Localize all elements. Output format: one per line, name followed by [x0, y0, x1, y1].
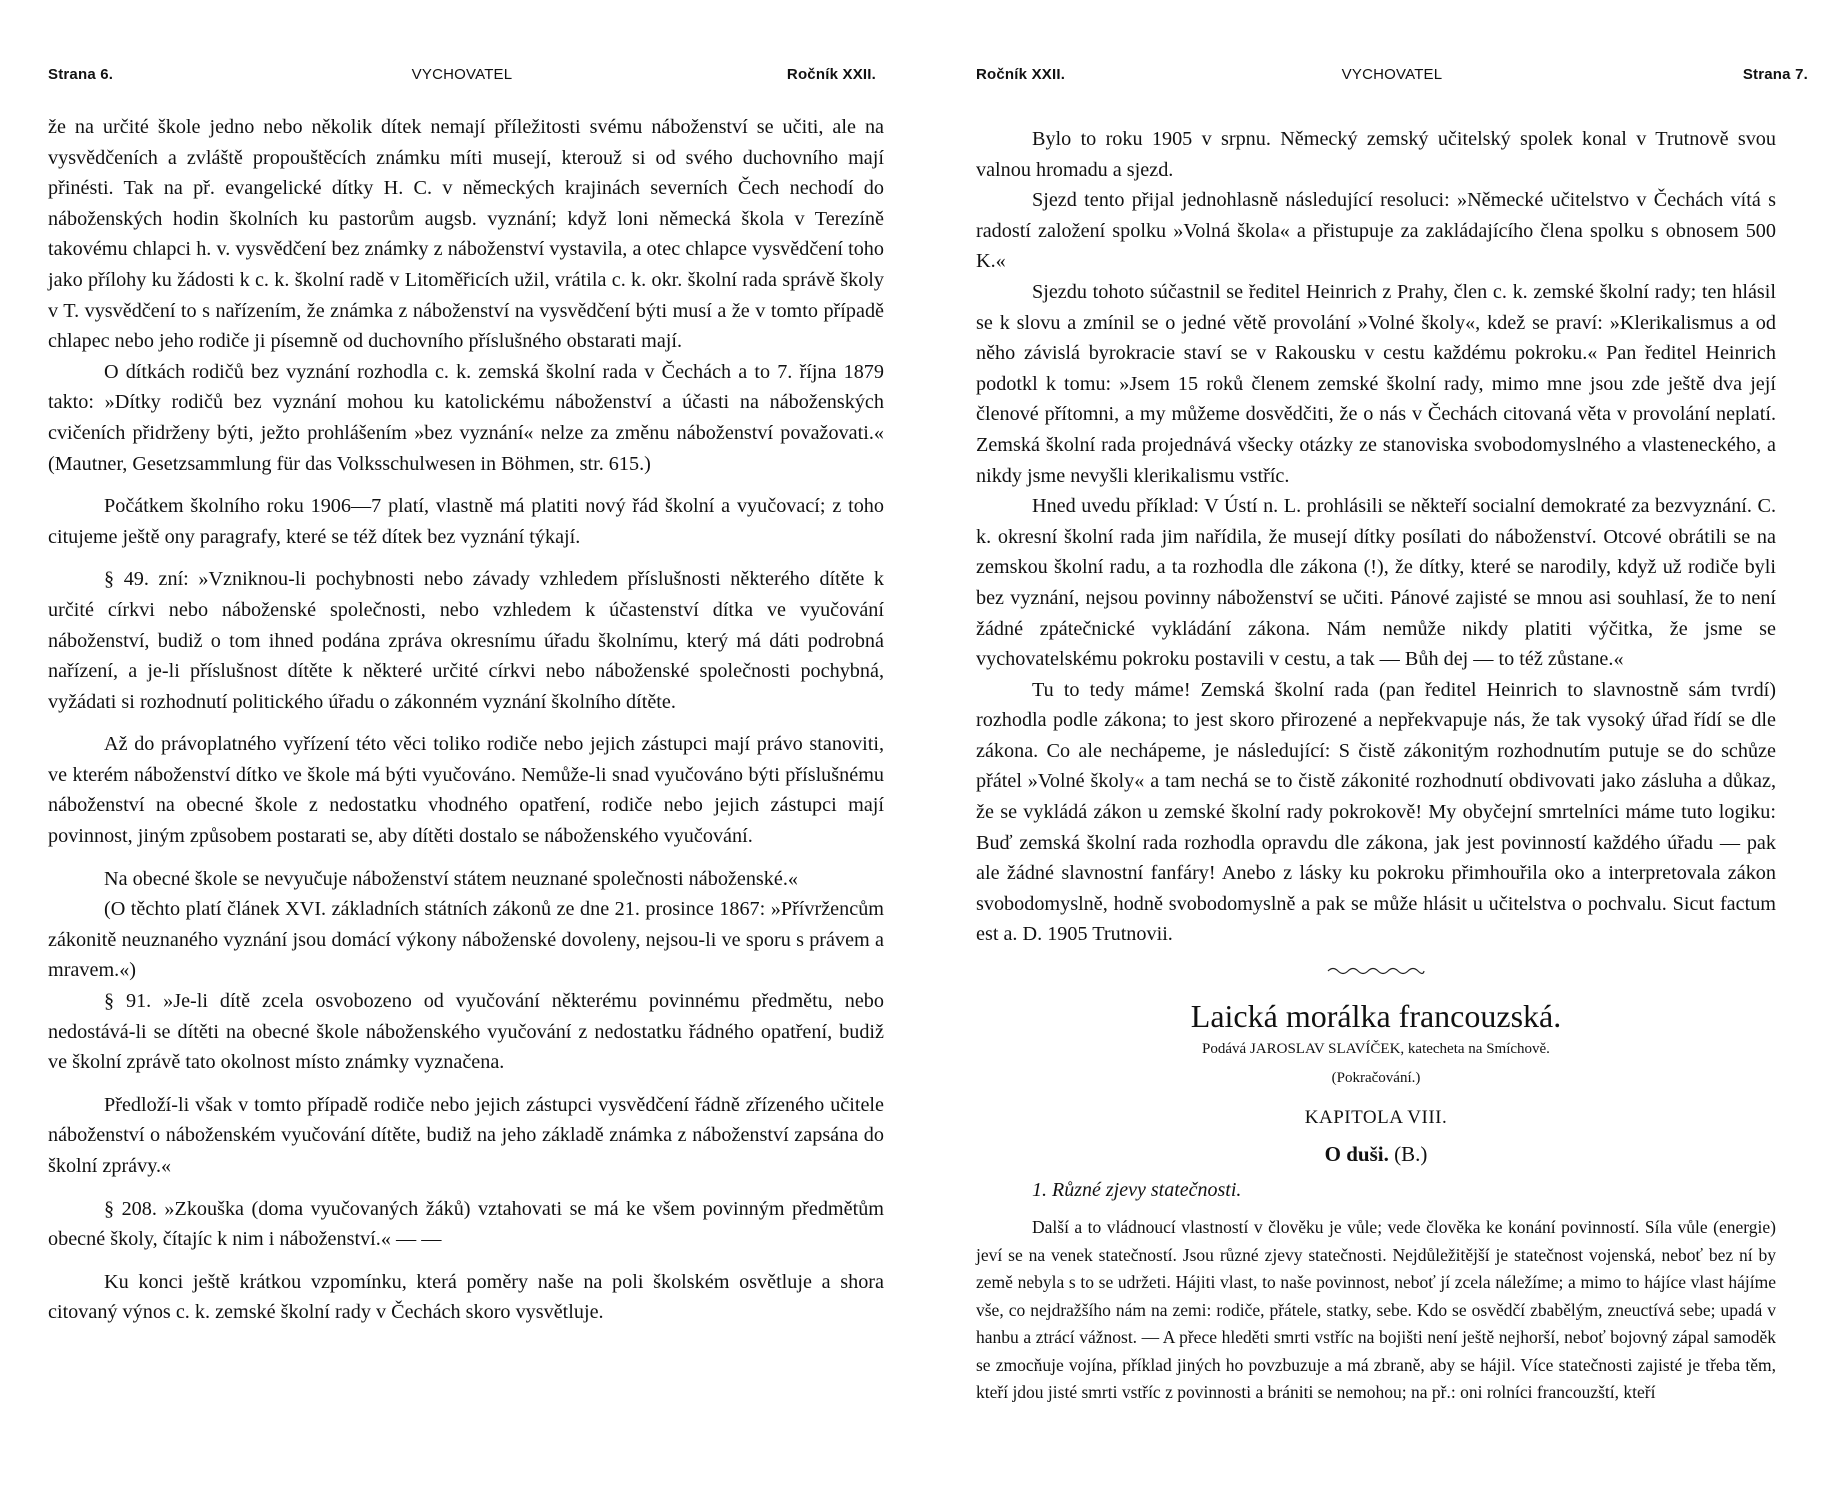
- left-paragraph: Na obecné škole se nevyučuje náboženství státem neuznané společnosti náboženské.«: [104, 867, 798, 890]
- left-paragraph: Až do právoplatného vyřízení této věci toliko rodiče nebo jejich zástupci mají právo stanoviti, ve kterém náboženství dítko ve škole má býti vyučováno. Nemůže-li snad vyučováno býti příslušnému náboženství na obecné škole z nedostatku vhodného opatření, rodiče nebo jejich zástupci mají povinnost, jiným způsobem postarati se, aby dítěti dostalo se náboženského vyučování.: [48, 733, 884, 848]
- right-page: [924, 0, 1848, 1500]
- right-running-header: [976, 66, 1808, 90]
- article-continued: (Pokračování.): [1331, 1070, 1421, 1087]
- left-journal-title: VYCHOVATEL: [411, 66, 513, 83]
- right-paragraph: Hned uvedu příklad: V Ústí n. L. prohlásili se někteří socialní demokraté za bezvyznání. C. k. okresní školní rada jim nařídila, že musejí dítky posílati do náboženství. Otcové obrátili se na zemskou školní radu, a ta rozhodla dle zákona (!), že dítky, které se narodily, když už rodiče byli bez vyznání, nejsou povinny náboženství se učiti. Pánové zajisté se mnou asi souhlasí, že to není žádné zpátečnické vykládání zákona. Nám nemůže nikdy platiti výčitka, že jsme se vychovatelskému pokroku postavili v cestu, a tak — Bůh dej — to též zůstane.«: [976, 495, 1776, 671]
- left-text-column: [48, 112, 884, 1328]
- right-journal-title: VYCHOVATEL: [1341, 66, 1443, 83]
- article-body: Další a to vládnoucí vlastností v člověku je vůle; vede člověka ke konání povinností. Síla vůle (energie) jeví se na venek statečností. Jsou různé zjevy statečnosti. Nejdůležitější je statečnost vojenská, neboť bez ní by země nebyla s to se udržeti. Hájiti vlast, to naše povinnost, neboť jí zcela náležíme; a mimo to hájíce vlast hájíme vše, co nejdražšího nám na zemi: rodiče, přátele, statky, sebe. Kdo se osvědčí zbabělým, zneuctívá sebe; upadá v hanbu a ztrácí vážnost. — A přece hleděti smrti vstříc na bojišti není ještě nejhorší, neboť bojovný zápal samoděk se zmocňuje vojína, příklad jiných ho povzbuzuje a má zbraně, aby se hájil. Více statečnosti zajisté je třeba těm, kteří jdou jisté smrti vstříc z povinnosti a brániti se nemohou; na př.: oni rolníci francouzští, kteří: [976, 1217, 1776, 1403]
- left-paragraph: Předloží-li však v tomto případě rodiče nebo jejich zástupci vysvědčení řádně zřízeného učitele náboženství o náboženském vyučování dítěte, budiž na jeho základě známka z náboženství zapsána do školní zprávy.«: [48, 1093, 884, 1177]
- right-volume: Ročník XXII.: [976, 66, 1066, 83]
- section-part: (B.): [1394, 1142, 1428, 1167]
- left-paragraph: Ku konci ještě krátkou vzpomínku, která poměry naše na poli školském osvětluje a shora citovaný výnos c. k. zemské školní rady v Čechách skoro vysvětluje.: [48, 1270, 884, 1324]
- section-heading: [976, 1136, 1776, 1172]
- right-paragraph: Tu to tedy máme! Zemská školní rada (pan ředitel Heinrich to slavnostně sám tvrdí) rozhodla podle zákona; to jest skoro přirozené a nepřekvapuje nás, že tak vysoký úřad řídí se dle zákona. Co ale nechápeme, je následující: S čistě zákonitým rozhodnutím putuje se do schůze přátel »Volné školy« a tam nechá se to čistě zákonité rozhodnutí obdivovati jako zásluha a důkaz, že se vykládá zákon u zemské školní rady pokrokově! My obyčejní smrtelníci máme tuto logiku: Buď zemská školní rada rozhodla opravdu dle zákona, jak jest povinností každého úřadu — pak ale žádné slavnostní fanfáry! Anebo z lásky ku pokroku přimhouřila oko a interpretovala zákon svobodomyslně, hodně svobodomyslně a pak se může hlásit u učitelstva o pochvalu. Sicut factum est a. D. 1905 Trutnovii.: [976, 678, 1776, 946]
- left-volume: Ročník XXII.: [786, 66, 876, 83]
- right-paragraph: Sjezdu tohoto súčastnil se ředitel Heinrich z Prahy, člen c. k. zemské školní rady; ten hlásil se k slovu a zmínil se o jedné větě provolání »Volné školy«, kdež se praví: »Klerikalismus a od něho závislá byrokracie staví se v Rakousku v cestu každému pokroku.« Pan ředitel Heinrich podotkl k tomu: »Jsem 15 roků členem zemské školní rady, mimo mne jsou zde ještě dva její členové přítomni, a my můžeme dosvědčiti, že o nás v Čechách citovaná věta v provolání neplatí. Zemská školní rada projednává všecky otázky ze stanoviska svobodomyslného a vlasteneckého, a nikdy jsme nevyšli klerikalismu vstříc.: [976, 280, 1776, 487]
- subsection-heading: 1. Různé zjevy statečnosti.: [1032, 1179, 1242, 1202]
- left-paragraph: O dítkách rodičů bez vyznání rozhodla c. k. zemská školní rada v Čechách a to 7. října 1879 takto: »Dítky rodičů bez vyznání mohou ku katolickému náboženství a účasti na náboženských cvičeních přidrženy býti, ježto prohlášením »bez vyznání« nelze za změnu náboženství považovati.« (Mautner, Gesetzsammlung für das Volksschulwesen in Böhmen, str. 615.): [48, 360, 884, 475]
- right-page-number: Strana 7.: [1742, 66, 1808, 83]
- right-paragraph: Sjezd tento přijal jednohlasně následující resoluci: »Německé učitelstvo v Čechách vítá s radostí založení spolku »Volná škola« a přistupuje za zakládajícího člena spolku s obnosem 500 K.«: [976, 189, 1776, 273]
- wavy-divider-icon: [1326, 965, 1426, 977]
- left-paragraph: že na určité škole jedno nebo několik dítek nemají příležitosti svému náboženství se učiti, ale na vysvědčeních a zvláště propouštěcích známku míti musejí, kterouž si od svého duchovního mají přinésti. Tak na př. evangelické dítky H. C. v německých krajinách severních Čech nechodí do náboženských hodin školních ku pastorům augsb. vyznání; když loni německá škola v Terezíně takovému chlapci h. v. vysvědčení bez známky z náboženství vystavila, a otec chlapce vysvědčení toho jako přílohy ku žádosti k c. k. školní radě v Litoměřicích užil, vrátila c. k. okr. školní rada správě školy v T. vysvědčení to s nařízením, že známka z náboženství na vysvědčení býti musí a že v tomto případě chlapec nebo jeho rodiče ji písemně od duchovního příslušného obstarati mají.: [48, 116, 884, 353]
- left-paragraph: § 49. zní: »Vzniknou-li pochybnosti nebo závady vzhledem příslušnosti některého dítěte k určité církvi nebo náboženské společnosti, nebo vzhledem k účastenství dítka ve vyučování náboženství, budiž o tom ihned podána zpráva okresnímu úřadu školnímu, který má dáti podrobná nařízení, a je-li příslušnost dítěte k některé určité církvi nebo náboženské společnosti pochybná, vyžádati si rozhodnutí politického úřadu o zákonném vyznání školního dítěte.: [48, 568, 884, 713]
- left-running-header: [48, 66, 876, 90]
- left-page-number: Strana 6.: [48, 66, 114, 83]
- article-title: Laická morálka francouzská.: [1190, 998, 1562, 1035]
- right-text-column: [976, 124, 1776, 1407]
- article-author: Podává JAROSLAV SLAVÍČEK, katecheta na Smíchově.: [1202, 1041, 1550, 1058]
- left-paragraph: (O těchto platí článek XVI. základních státních zákonů ze dne 21. prosince 1867: »Přívržencům zákonitě neuznaného vyznání jsou domácí výkony náboženské dovoleny, nejsou-li ve sporu s právem a mravem.«): [48, 898, 884, 982]
- left-paragraph: Počátkem školního roku 1906—7 platí, vlastně má platiti nový řád školní a vyučovací; z toho citujeme ještě ony paragrafy, které se též dítek bez vyznání týkají.: [48, 495, 884, 548]
- section-title: O duši.: [1324, 1142, 1389, 1167]
- section-ornament: [976, 964, 1776, 978]
- left-paragraph: § 91. »Je-li dítě zcela osvobozeno od vyučování některému povinnému předmětu, nebo nedostává-li se dítěti na obecné škole náboženského vyučování z nedostatku řádného opatření, budiž ve školní zprávě tato okolnost místo známky vyznačena.: [48, 990, 884, 1074]
- left-paragraph: § 208. »Zkouška (doma vyučovaných žáků) vztahovati se má ke všem povinným předmětům obecné školy, čítajíc k nim i náboženství.« — —: [48, 1197, 884, 1251]
- chapter-heading: KAPITOLA VIII.: [1304, 1107, 1448, 1129]
- right-paragraph: Bylo to roku 1905 v srpnu. Německý zemský učitelský spolek konal v Trutnově svou valnou hromadu a sjezd.: [976, 128, 1776, 181]
